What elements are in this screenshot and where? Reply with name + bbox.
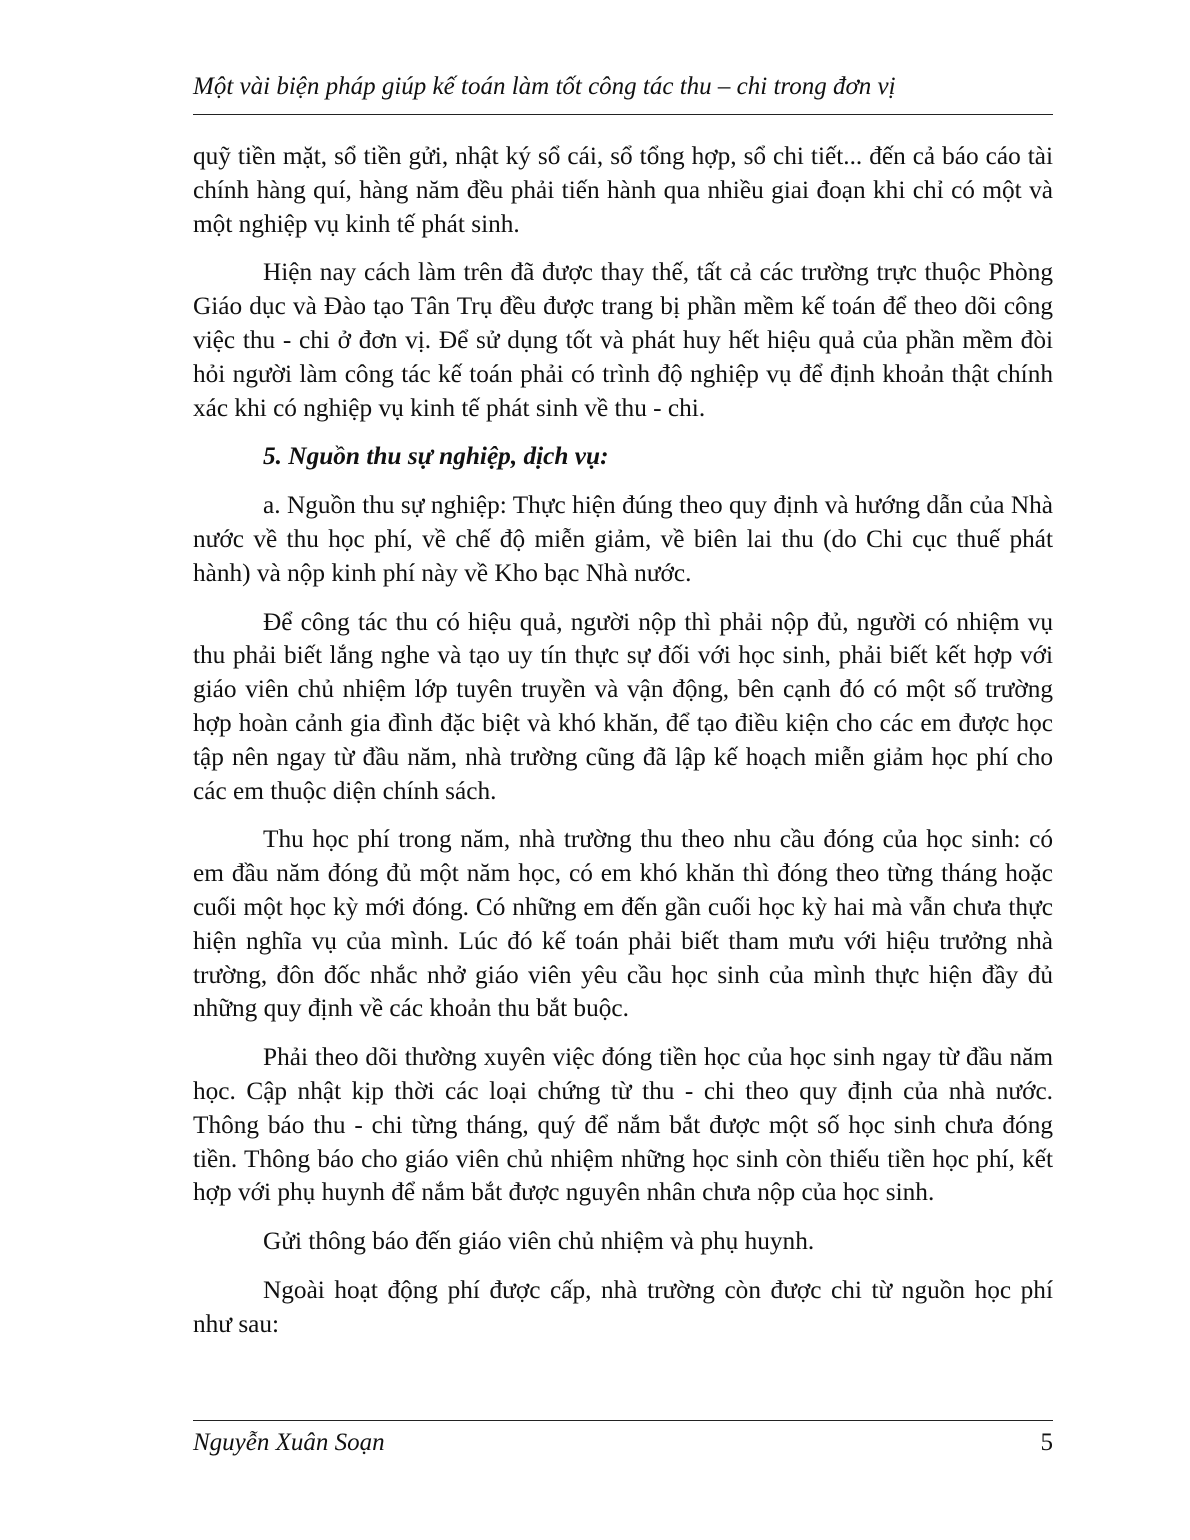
paragraph-additional-spending: Ngoài hoạt động phí được cấp, nhà trường còn được chi từ nguồn học phí như sau:: [193, 1275, 1053, 1338]
header-divider: [193, 114, 1053, 115]
paragraph-send-notice: Gửi thông báo đến giáo viên chủ nhiệm và phụ huynh.: [263, 1227, 815, 1256]
page-header-title: Một vài biện pháp giúp kế toán làm tốt công tác thu – chi trong đơn vị: [193, 73, 896, 100]
footer-divider: [193, 1420, 1053, 1421]
footer-author: Nguyễn Xuân Soạn: [193, 1429, 385, 1456]
document-body: [193, 140, 1053, 1357]
paragraph-tuition-collection: Thu học phí trong năm, nhà trường thu theo nhu cầu đóng của học sinh: có em đầu năm đóng đủ một năm học, có em khó khăn thì đóng theo từng tháng hoặc cuối một học kỳ mới đóng. Có những em đến gần cuối học kỳ hai mà vẫn chưa thực hiện nghĩa vụ của mình. Lúc đó kế toán phải biết tham mưu với hiệu trưởng nhà trường, đôn đốc nhắc nhở giáo viên yêu cầu học sinh của mình thực hiện đầy đủ những quy định về các khoản thu bắt buộc.: [193, 825, 1053, 1023]
section-heading-5: 5. Nguồn thu sự nghiệp, dịch vụ:: [263, 442, 609, 471]
paragraph-effective-collection: Để công tác thu có hiệu quả, người nộp thì phải nộp đủ, người có nhiệm vụ thu phải biết lắng nghe và tạo uy tín thực sự đối với học sinh, phải biết kết hợp với giáo viên chủ nhiệm lớp tuyên truyền và vận động, bên cạnh đó có một số trường hợp hoàn cảnh gia đình đặc biệt và khó khăn, để tạo điều kiện cho các em được học tập nên ngay từ đầu năm, nhà trường cũng đã lập kế hoạch miễn giảm học phí cho các em thuộc diện chính sách.: [193, 607, 1053, 805]
paragraph-monitoring: Phải theo dõi thường xuyên việc đóng tiền học của học sinh ngay từ đầu năm học. Cập nhật kịp thời các loại chứng từ thu - chi theo quy định của nhà nước. Thông báo thu - chi từng tháng, quý để nắm bắt được một số học sinh chưa đóng tiền. Thông báo cho giáo viên chủ nhiệm những học sinh còn thiếu tiền học phí, kết hợp với phụ huynh để nắm bắt được nguyên nhân chưa nộp của học sinh.: [193, 1043, 1053, 1207]
page-number: 5: [1040, 1429, 1053, 1456]
paragraph-software-replacement: Hiện nay cách làm trên đã được thay thế, tất cả các trường trực thuộc Phòng Giáo dục và Đào tạo Tân Trụ đều được trang bị phần mềm kế toán để theo dõi công việc thu - chi ở đơn vị. Để sử dụng tốt và phát huy hết hiệu quả của phần mềm đòi hỏi người làm công tác kế toán phải có trình độ nghiệp vụ để định khoản thật chính xác khi có nghiệp vụ kinh tế phát sinh về thu - chi.: [193, 258, 1053, 422]
paragraph-continuation: quỹ tiền mặt, sổ tiền gửi, nhật ký sổ cái, sổ tổng hợp, sổ chi tiết... đến cả báo cáo tài chính hàng quí, hàng năm đều phải tiến hành qua nhiều giai đoạn khi chỉ có một và một nghiệp vụ kinh tế phát sinh.: [193, 142, 1053, 238]
paragraph-revenue-source-a: a. Nguồn thu sự nghiệp: Thực hiện đúng theo quy định và hướng dẫn của Nhà nước về thu học phí, về chế độ miễn giảm, về biên lai thu (do Chi cục thuế phát hành) và nộp kinh phí này về Kho bạc Nhà nước.: [193, 491, 1053, 587]
